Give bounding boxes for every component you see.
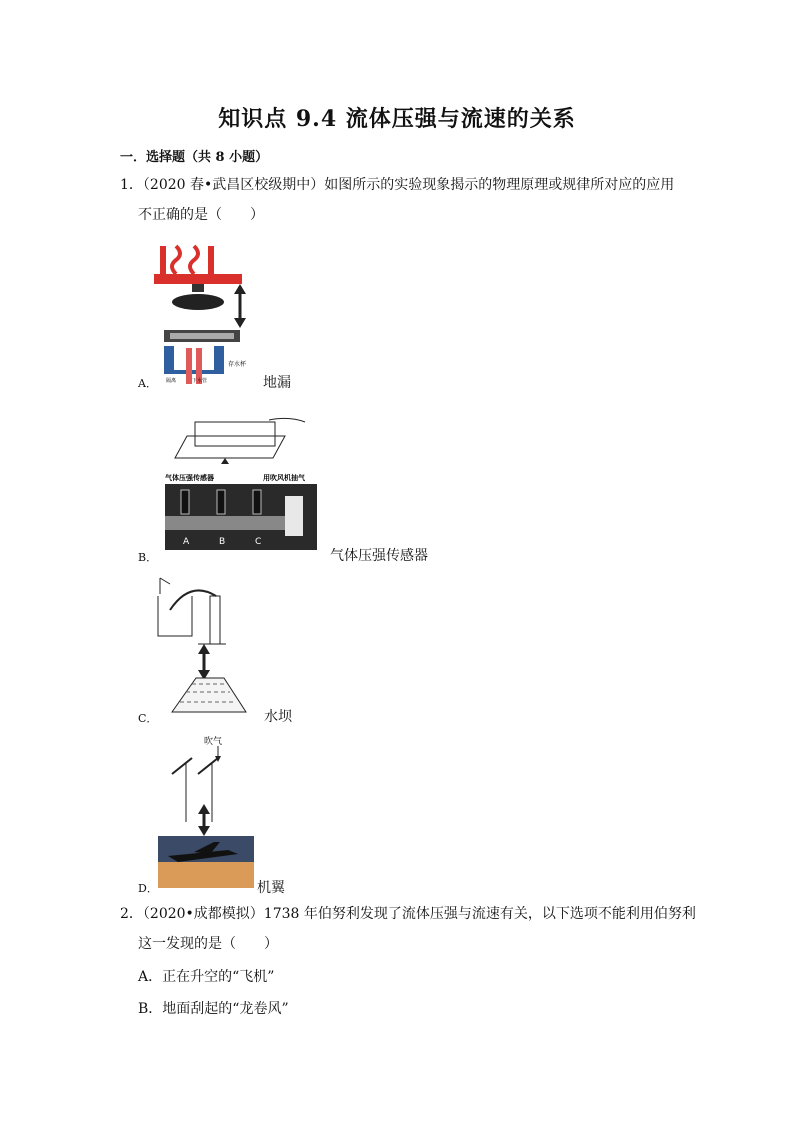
fig-b-tag-dryer: 用吹风机抽气 [263, 474, 305, 482]
q1-option-b-letter: B． [138, 551, 158, 564]
fig-b-label-b: B [219, 537, 226, 547]
figure-a-floor-drain [150, 238, 260, 384]
q1-option-a-label: 地漏 [263, 375, 291, 391]
q1-option-b-label: 气体压强传感器 [330, 548, 428, 564]
fig-a-tag-isolate: 隔离 [166, 378, 177, 384]
fig-b-tag-sensor: 气体压强传感器 [165, 474, 214, 482]
q1-option-d-letter: D． [138, 882, 158, 895]
page-title: 知识点 9.4 流体压强与流速的关系 [218, 106, 576, 132]
question-1-stem-cont: 不正确的是（ ） [138, 207, 264, 223]
question-1-stem: 1．（2020 春•武昌区校级期中）如图所示的实验现象揭示的物理原理或规律所对应的应用 [120, 177, 675, 193]
fig-a-tag-pipe: 下水管 [192, 378, 208, 384]
question-2-stem: 2．（2020•成都模拟）1738 年伯努利发现了流体压强与流速有关，以下选项不能利用伯努利 [120, 906, 696, 922]
question-2-stem-cont: 这一发现的是（ ） [138, 936, 278, 952]
q2-option-b: B．地面刮起的“龙卷风” [138, 1001, 289, 1017]
fig-d-tag-blow: 吹气 [204, 737, 223, 747]
q1-option-c-letter: C． [138, 712, 158, 725]
q1-option-d-label: 机翼 [257, 880, 285, 896]
section-heading: 一．选择题（共 8 小题） [120, 150, 269, 165]
figure-c-dam [150, 574, 266, 716]
fig-b-label-c: C [255, 537, 262, 547]
fig-a-tag-cup: 存水杯 [228, 361, 247, 368]
fig-b-label-a: A [183, 537, 190, 547]
q2-option-a: A．正在升空的“飞机” [138, 969, 275, 985]
q1-option-c-label: 水坝 [264, 709, 292, 725]
figure-d-wing [158, 734, 258, 890]
figure-b-pressure-sensor [165, 404, 325, 556]
q1-option-a-letter: A． [138, 377, 157, 390]
